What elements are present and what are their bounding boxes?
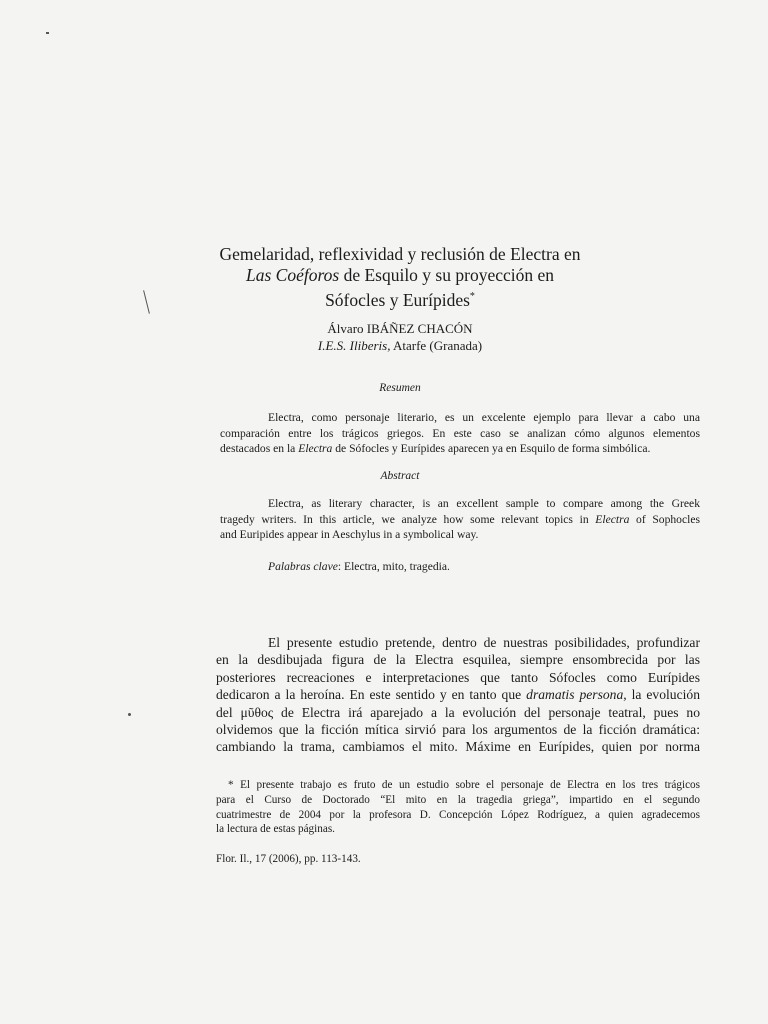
resumen-line-2: comparación entre los trágicos griegos. En este caso se analizan cómo algunos elementos (220, 426, 700, 440)
author-affiliation (250, 337, 550, 354)
footnote-line-3: cuatrimestre de 2004 por la profesora D. Concepción López Rodríguez, a quien agradecemos (216, 808, 700, 821)
abstract-line-2-pre: tragedy writers. In this article, we analyze how some relevant topics in (220, 512, 596, 526)
abstract-line-1: Electra, as literary character, is an excellent sample to compare among the Greek (268, 497, 700, 510)
author-institution: I.E.S. Iliberis, (317, 338, 391, 353)
body-line-7: cambiando la trama, cambiamos el mito. Máxime en Eurípides, quien por norma (216, 739, 700, 755)
resumen-line-3-italic: Electra (298, 442, 333, 455)
author-name: Álvaro IBÁÑEZ CHACÓN (327, 321, 473, 336)
abstract-heading: Abstract (380, 470, 420, 482)
body-line-4-italic: dramatis persona (526, 687, 624, 703)
resumen-heading: Resumen (379, 382, 421, 394)
body-line-5: del μῦθος de Electra irá aparejado a la evolución del personaje teatral, pues no (216, 704, 700, 720)
body-line-6: olvidemos que la ficción mítica sirvió para los argumentos de la ficción dramática: (216, 722, 700, 738)
title-line-3 (200, 286, 600, 311)
resumen-line-1: Electra, como personaje literario, es un excelente ejemplo para llevar a cabo una (268, 411, 700, 424)
abstract-line-2-post: of Sophocles (629, 512, 700, 526)
body-line-1: El presente estudio pretende, dentro de nuestras posibilidades, profundizar (268, 635, 700, 650)
footnote-line-4: la lectura de estas páginas. (216, 823, 335, 836)
footnote (216, 778, 700, 837)
title-footnote-mark: * (469, 291, 475, 302)
title-line-1: Gemelaridad, reflexividad y reclusión de Electra en (219, 244, 581, 264)
title-line-3-text: Sófocles y Eurípides (325, 289, 470, 310)
footnote-line-2: para el Curso de Doctorado “El mito en la tragedia griega”, impartido en el segundo (216, 793, 700, 806)
author-block (250, 320, 550, 354)
keywords (268, 560, 450, 573)
body-line-4-post: , la evolución (623, 687, 700, 703)
resumen-line-3-pre: destacados en la (220, 442, 299, 455)
body-paragraph (216, 634, 700, 756)
title-italic-work: Las Coéforos (245, 265, 340, 285)
resumen-text (220, 410, 700, 457)
journal-citation: Flor. Il., 17 (2006), pp. 113-143. (216, 853, 361, 865)
scan-speck (46, 32, 49, 34)
abstract-text (220, 496, 700, 543)
body-line-2: en la desdibujada figura de la Electra esquilea, siempre ensombrecida por las (216, 652, 700, 668)
resumen-line-3 (220, 441, 700, 457)
keywords-text: : Electra, mito, tragedia. (337, 560, 450, 573)
title-line-2 (200, 265, 600, 286)
body-line-3: posteriores recreaciones e interpretaciones que tanto Sófocles como Eurípides (216, 669, 700, 685)
author-location: Atarfe (Granada) (390, 338, 483, 353)
keywords-label: Palabras clave (268, 560, 338, 573)
footnote-line-1: * El presente trabajo es fruto de un estudio sobre el personaje de Electra en los tres trágicos (228, 779, 700, 791)
scan-speck (128, 713, 131, 716)
resumen-line-3-post: de Sófocles y Eurípides aparecen ya en Esquilo de forma simbólica. (332, 442, 651, 455)
scan-mark (143, 290, 150, 314)
abstract-line-2 (220, 512, 700, 528)
article-title (200, 244, 600, 311)
body-line-4 (216, 686, 700, 703)
body-line-4-pre: dedicaron a la heroína. En este sentido y en tanto que (216, 687, 527, 703)
title-line-2-rest: de Esquilo y su proyección en (339, 265, 554, 285)
abstract-line-2-italic: Electra (595, 512, 630, 526)
abstract-line-3: and Euripides appear in Aeschylus in a symbolical way. (220, 528, 479, 541)
